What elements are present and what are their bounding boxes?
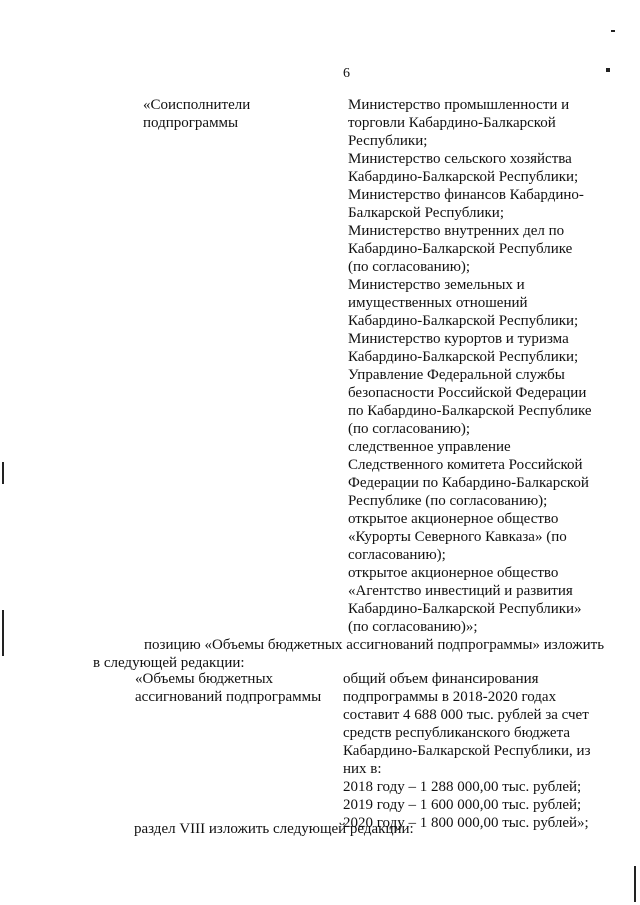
coexecutors-text-line: (по согласованию); <box>348 421 471 437</box>
scan-mark <box>606 68 610 72</box>
budget-text-line: них в: <box>343 761 382 777</box>
budget-text-line: средств республиканского бюджета <box>343 725 570 741</box>
coexecutors-text-line: Кабардино-Балкарской Республики; <box>348 349 579 365</box>
coexecutors-text-line: Кабардино-Балкарской Республике <box>348 241 573 257</box>
coexecutors-text-line: согласованию); <box>348 547 446 563</box>
coexecutors-text-line: «Агентство инвестиций и развития <box>348 583 573 599</box>
budget-text-line: 2018 году – 1 288 000,00 тыс. рублей; <box>343 779 582 795</box>
coexecutors-text-line: Министерство промышленности и <box>348 97 570 113</box>
coexecutors-text-line: Следственного комитета Российской <box>348 457 583 473</box>
coexecutors-text-line: Управление Федеральной службы <box>348 367 565 383</box>
coexecutors-text-line: Кабардино-Балкарской Республики; <box>348 313 579 329</box>
coexecutors-label-line: подпрограммы <box>143 115 239 131</box>
scan-mark <box>2 462 4 484</box>
coexecutors-text-line: Федерации по Кабардино-Балкарской <box>348 475 589 491</box>
page-number: 6 <box>343 66 350 81</box>
coexecutors-text-line: Министерство финансов Кабардино- <box>348 187 584 203</box>
budget-text-line: 2020 году – 1 800 000,00 тыс. рублей»; <box>343 815 589 831</box>
scan-mark <box>2 610 4 656</box>
coexecutors-text-line: открытое акционерное общество <box>348 511 559 527</box>
section-instruction: раздел VIII изложить следующей редакции: <box>134 821 414 837</box>
budget-text-line: составит 4 688 000 тыс. рублей за счет <box>343 707 589 723</box>
coexecutors-text-line: (по согласованию)»; <box>348 619 478 635</box>
instruction-line: в следующей редакции: <box>93 655 245 671</box>
coexecutors-text-line: Кабардино-Балкарской Республики; <box>348 169 579 185</box>
instruction-line: позицию «Объемы бюджетных ассигнований подпрограммы» изложить <box>144 637 605 653</box>
coexecutors-text-line: Министерство сельского хозяйства <box>348 151 572 167</box>
budget-label-line: «Объемы бюджетных <box>135 671 274 687</box>
coexecutors-text-line: Министерство курортов и туризма <box>348 331 569 347</box>
budget-text-line: 2019 году – 1 600 000,00 тыс. рублей; <box>343 797 582 813</box>
scan-mark <box>634 866 636 902</box>
coexecutors-text-line: Балкарской Республики; <box>348 205 504 221</box>
coexecutors-text-line: Министерство внутренних дел по <box>348 223 565 239</box>
coexecutors-text-line: Республики; <box>348 133 428 149</box>
coexecutors-text-line: по Кабардино-Балкарской Республике <box>348 403 592 419</box>
budget-text-line: общий объем финансирования <box>343 671 539 687</box>
coexecutors-text-line: Республике (по согласованию); <box>348 493 548 509</box>
coexecutors-text-line: (по согласованию); <box>348 259 471 275</box>
coexecutors-label-line: «Соисполнители <box>143 97 251 113</box>
coexecutors-text-line: Министерство земельных и <box>348 277 525 293</box>
budget-text-line: Кабардино-Балкарской Республики, из <box>343 743 591 759</box>
coexecutors-text-line: следственное управление <box>348 439 511 455</box>
budget-text-line: подпрограммы в 2018-2020 годах <box>343 689 557 705</box>
budget-label-line: ассигнований подпрограммы <box>135 689 322 705</box>
coexecutors-text-line: «Курорты Северного Кавказа» (по <box>348 529 567 545</box>
coexecutors-text-line: открытое акционерное общество <box>348 565 559 581</box>
coexecutors-text-line: безопасности Российской Федерации <box>348 385 587 401</box>
coexecutors-text-line: торговли Кабардино-Балкарской <box>348 115 556 131</box>
scan-mark <box>611 30 615 32</box>
coexecutors-text-line: Кабардино-Балкарской Республики» <box>348 601 582 617</box>
coexecutors-text-line: имущественных отношений <box>348 295 528 311</box>
